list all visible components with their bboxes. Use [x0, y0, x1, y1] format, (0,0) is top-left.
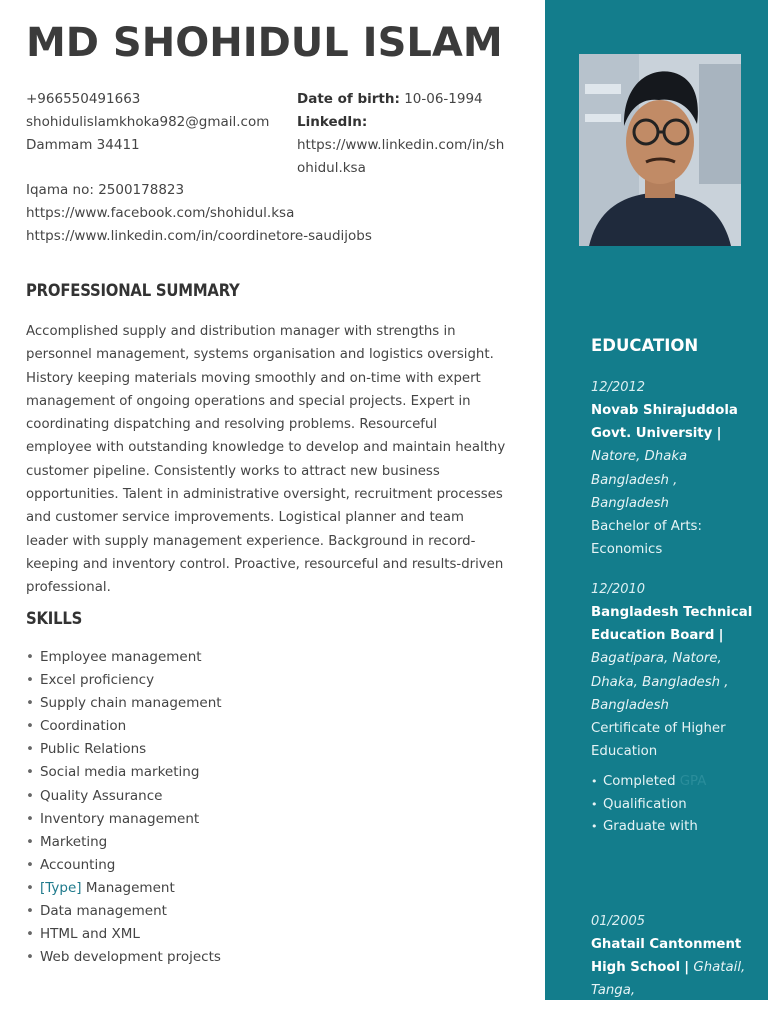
address: Dammam 34411	[26, 137, 140, 153]
contact-extra	[26, 179, 526, 248]
dob-label: Date of birth:	[297, 91, 400, 107]
education-school: Ghatail Cantonment High School	[591, 937, 742, 976]
skill-item: • Excel proficiency	[26, 672, 155, 689]
education-entry: 01/2005 Ghatail Cantonment High School | Ghatail, Tanga,	[591, 910, 756, 1000]
skills-list	[26, 646, 222, 969]
skill-item: • [Type] Management	[26, 879, 175, 896]
skill-item: • Coordination	[26, 718, 127, 735]
skill-item: • Employee management	[26, 649, 202, 665]
education-school: Novab Shirajuddola Govt. University	[591, 403, 738, 442]
bullet-item: • Completed GPA	[591, 771, 756, 794]
skill-item: • Web development projects	[26, 949, 221, 966]
skill-item: • Marketing	[26, 833, 108, 850]
education-date: 01/2005	[591, 914, 646, 929]
skill-item: • Quality Assurance	[26, 787, 163, 804]
contact-right	[297, 88, 527, 180]
education-school: Bangladesh Technical Education Board	[591, 605, 753, 644]
skill-item: • HTML and XML	[26, 926, 140, 943]
linkedin-label: LinkedIn:	[297, 114, 368, 130]
skill-item: • Inventory management	[26, 810, 200, 827]
education-heading: EDUCATION	[591, 336, 699, 355]
phone: +966550491663	[26, 91, 141, 107]
education-location: Natore, Dhaka Bangladesh , Bangladesh	[591, 449, 688, 511]
resume-sidebar	[545, 0, 768, 1000]
iqama-number: Iqama no: 2500178823	[26, 182, 185, 198]
facebook-link[interactable]: https://www.facebook.com/shohidul.ksa	[26, 205, 295, 221]
bullet-item: • Graduate with	[591, 816, 756, 839]
profile-photo	[579, 54, 741, 246]
skill-item: • Public Relations	[26, 741, 147, 758]
summary-heading: PROFESSIONAL SUMMARY	[26, 281, 240, 300]
linkedin-link[interactable]: https://www.linkedin.com/in/shohidul.ksa	[297, 137, 505, 176]
skill-item: • Social media marketing	[26, 764, 200, 781]
type-placeholder: [Type]	[39, 879, 82, 896]
summary-text: Accomplished supply and distribution manager with strengths in personnel management, systems organisation and logistics oversight. History keeping materials moving smoothly and on-time with expert management of ongoing operations and special projects. Expert in coordinating dispatching and resolving problems. Resourceful employee with outstanding knowledge to develop and maintain healthy customer pipeline. Consistently works to attract new business opportunities. Talent in administrative oversight, recruitment processes and customer service improvements. Logistical planner and team leader with supply management experience. Background in record-keeping and inventory control. Proactive, resourceful and results-driven professional.	[26, 324, 506, 596]
date-of-birth	[297, 88, 527, 111]
dob-value: 10-06-1994	[404, 91, 483, 107]
skill-item: • Accounting	[26, 856, 116, 873]
skill-item: • Supply chain management	[26, 695, 222, 712]
education-degree: Certificate of Higher Education	[591, 721, 726, 760]
education-degree: Bachelor of Arts: Economics	[591, 519, 702, 558]
linkedin-link-2[interactable]: https://www.linkedin.com/in/coordinetore-saudijobs	[26, 228, 372, 244]
education-bullets	[591, 771, 756, 839]
email: shohidulislamkhoka982@gmail.com	[26, 114, 270, 130]
education-date: 12/2012	[591, 380, 646, 395]
skills-heading: SKILLS	[26, 609, 83, 628]
skill-item: • Data management	[26, 903, 167, 920]
bullet-item: • Qualification	[591, 794, 756, 817]
person-photo-icon	[579, 54, 741, 246]
education-entry: 12/2012 Novab Shirajuddola Govt. University | Natore, Dhaka Bangladesh , Bangladesh Bachelor of Arts: Economics	[591, 376, 756, 561]
contact-left	[26, 88, 286, 157]
education-location: Bagatipara, Natore, Dhaka, Bangladesh , Bangladesh	[591, 651, 729, 713]
education-date: 12/2010	[591, 582, 646, 597]
candidate-name: MD SHOHIDUL ISLAM	[26, 20, 503, 66]
education-entry: 12/2010 Bangladesh Technical Education Board | Bagatipara, Natore, Dhaka, Bangladesh , Bangladesh Certificate of Higher Education • Completed GPA • Qualification • Graduate with	[591, 578, 756, 839]
education-location: Ghatail, Tanga,	[591, 960, 746, 999]
